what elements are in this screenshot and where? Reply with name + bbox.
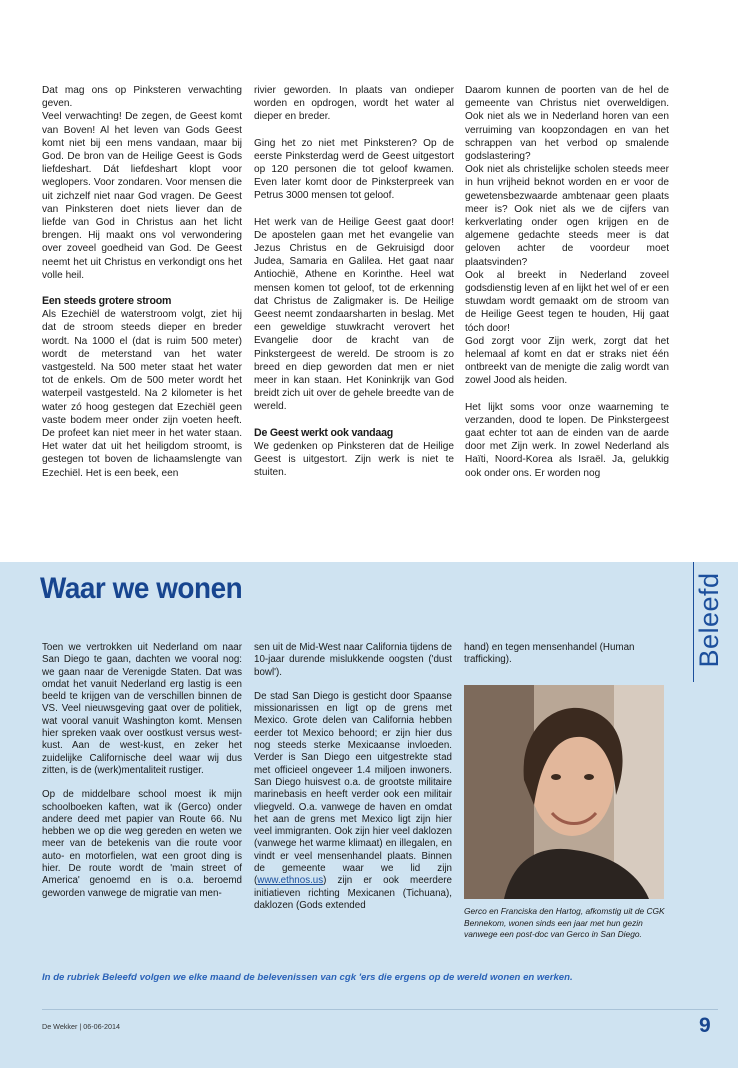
rubric-intro: In de rubriek Beleefd volgen we elke maand de belevenissen van cgk 'ers die ergens op de wereld wonen en werken.: [42, 972, 573, 983]
paragraph: rivier geworden. In plaats van ondieper worden en opdrogen, wordt het water al dieper en breder.: [254, 85, 454, 123]
paragraph: Als Ezechiël de waterstroom volgt, ziet hij dat de stroom steeds dieper en breder wordt. Na 1000 el (dat is ruim 500 meter) wordt de meterstand van het water vastgesteld. Na 500 meter staat het water tot de enkels. Om de 500 meter wordt het waterpeil vastgesteld. Na 2 kilometer is het water zó hoog gestegen dat Ezechiël geen vaste bodem meer onder zijn voeten heeft. De profeet kan niet meer in het water staan. Het water dat uit het heiligdom stroomt, is gestegen tot boven de lichaamslengte van Ezechiël. Het is een beek, een: [42, 309, 242, 479]
beleefd-column-2: [254, 642, 452, 912]
paragraph: We gedenken op Pinksteren dat de Heilige Geest is uitgestort. Zijn werk is niet te stuiten.: [254, 440, 454, 479]
paragraph: Veel verwachting! De zegen, de Geest komt van Boven! Al het leven van Gods Geest komt niet bij een mens vandaan, maar bij God. De bron van de Heilige Geest is Gods liefdeshart. Dát liefdeshart klopt voor weglopers. Voor zondaren. Voor mensen die uit zichzelf niet naar God vragen. De Geest van Pinksteren doet niets liever dan de liefde van God in Christus aan het licht brengen. Hij maakt ons vol verwondering over zoveel goedheid van God. De Geest neemt het uit Christus en verkondigt ons het volle heil.: [42, 111, 242, 281]
portrait-illustration: [464, 685, 664, 899]
subheading: De Geest werkt ook vandaag: [254, 426, 394, 439]
paragraph: Het lijkt soms voor onze waarneming te verzanden, dood te lopen. De Pinkstergeest gaat echter tot aan de einden van de aarde door met Zijn werk. In zowel Nederland als Haïti, Noord-Korea als Israël. Ja, gelukkig ook onder ons. Er worden nog: [465, 401, 669, 479]
section-title: Waar we wonen: [40, 572, 243, 605]
article-column-3: [465, 84, 669, 480]
beleefd-column-1: [42, 642, 242, 900]
portrait-photo: [464, 685, 664, 899]
paragraph-text: ) zijn er ook meerdere initiatieven richting Mexicanen (Tichuana), daklozen (Gods extended: [254, 875, 452, 911]
article-column-1: [42, 84, 242, 480]
ethnos-link[interactable]: www.ethnos.us: [257, 875, 324, 887]
paragraph: Toen we vertrokken uit Nederland om naar San Diego te gaan, dachten we vooral nog: we gaan naar de Verenigde Staten. Dat was omdat het vanuit Nederland erg lastig is een beeld te krijgen van de verschillen binnen de VS. Veel nieuwsgeving gaat over de politiek, wat vooral vanuit Washington komt. Mensen hier spreken vaak over oostkust versus west-kust. Aan de west-kust, en zeker het zuidelijke Californische deel waar wij dus zitten, is de (werk)mentaliteit rustiger.: [42, 642, 242, 776]
paragraph: Ook niet als christelijke scholen steeds meer in hun vrijheid beknot worden en er voor de gewetensbezwaarde ambtenaar geen plaats meer is? Ook niet als we de cijfers van kerkverlating onder ogen krijgen en de algemene gedachte steeds meer is dat geloven achter de voordeur moet plaatsvinden?: [465, 164, 669, 268]
beleefd-column-3: [464, 642, 664, 667]
footer-source: De Wekker | 06-06-2014: [42, 1022, 121, 1031]
paragraph: Ging het zo niet met Pinksteren? Op de eerste Pinksterdag werd de Geest uitgestort op 120 personen die tot geloof kwamen. Even later komt door de Pinksterpreek van Petrus 3000 mensen tot geloof.: [254, 137, 454, 202]
paragraph: hand) en tegen mensenhandel (Human trafficking).: [464, 642, 635, 666]
paragraph: Dat mag ons op Pinksteren verwachting geven.: [42, 85, 242, 110]
paragraph: Daarom kunnen de poorten van de hel de gemeente van Christus niet overweldigen. Ook niet als we in Nederland horen van een verruiming van koopzondagen en van het schrappen van het verbod op smalende godslastering?: [465, 85, 669, 163]
paragraph: [254, 691, 452, 912]
paragraph: Ook al breekt in Nederland zoveel godsdienstig leven af en lijkt het wel of er een stuwdam wordt gemaakt om de stroom van de Heilige Geest tegen te houden, Hij gaat tóch door!: [465, 269, 669, 334]
footer-divider: [42, 1009, 718, 1010]
photo-caption: Gerco en Franciska den Hartog, afkomstig uit de CGK Bennekom, wonen sinds een jaar met hun gezin vanwege een post-doc van Gerco in San Diego.: [464, 906, 665, 940]
paragraph: sen uit de Mid-West naar California tijdens de 10-jaar durende mislukkende oogsten ('dust bowl').: [254, 642, 452, 678]
article-column-2: [254, 84, 454, 479]
paragraph: Het werk van de Heilige Geest gaat door! De apostelen gaan met het evangelie van Jezus Christus en de Gekruisigd door Judea, Samaria en Galilea. Het gaat naar Antiochië, Athene en Korinthe. Heel wat mensen komen tot geloof, tot de erkenning dat Christus de Zaligmaker is. De Heilige Geest neemt zondaarsharten in beslag. Met een geweldige stuwkracht verovert het Evangelie door de kracht van de Pinkstergeest de wereld. De stroom is zo breed en diep geworden dat men er niet meer in kan staan. Het Koninkrijk van God breidt zich uit over de gehele breedte van de wereld.: [254, 216, 454, 413]
subheading: Een steeds grotere stroom: [42, 295, 172, 308]
page-number: 9: [699, 1014, 711, 1037]
paragraph: God zorgt voor Zijn werk, zorgt dat het helemaal af komt en dat er straks niet één ontbreekt van de menigte die zalig wordt van zowel Jood als heiden.: [465, 335, 669, 387]
paragraph-text: De stad San Diego is gesticht door Spaanse missionarissen en ligt op de grens met Mexico. Grote delen van California hebben eerder tot Mexico behoord; er zijn hier dus nog steeds sterke Mexicaanse invloeden. Verder is San Diego een uitgestrekte stad met officieel ongeveer 1.4 miljoen inwoners. San Diego huisvest o.a. de grootste militaire marinebasis en heeft verder ook een militair vliegveld. O.a. vanwege de haven en omdat het aan de grens met Mexico ligt zijn hier veel immigranten. Ook zijn hier veel daklozen (vanwege het warme klimaat) en illegalen, en vindt er veel mensenhandel plaats. Binnen de gemeente waar we lid zijn (: [254, 690, 452, 887]
paragraph: Op de middelbare school moest ik mijn schoolboeken kaften, wat ik (Gerco) onder andere deed met papier van Route 66. Nu hebben we op die weg gereden en weten we meer van de betekenis van die route voor auto- en motorfielen, wat een groot ding is hier. De route wordt de 'main street of America' genoemd en is o.a. beroemd geworden vanwege de migratie van men-: [42, 789, 242, 899]
section-side-label: Beleefd: [694, 572, 724, 668]
